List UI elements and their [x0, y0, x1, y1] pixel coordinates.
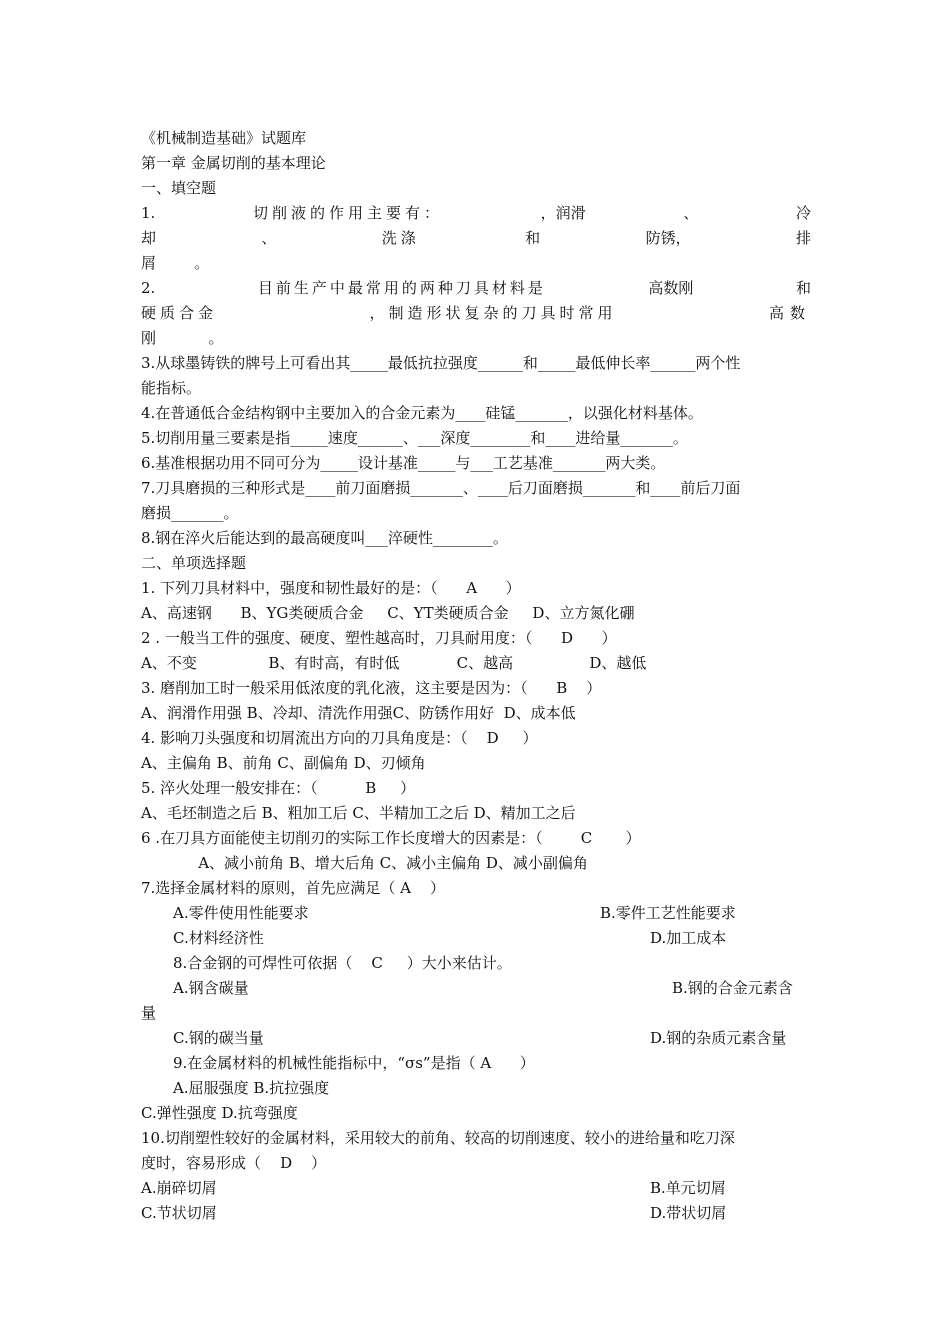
choice-q8-option-b: B.钢的合金元素含 — [672, 979, 793, 997]
choice-q10-option-c: C.节状切屑 — [141, 1204, 217, 1222]
choice-q4-options: A、主偏角 B、前角 C、副偏角 D、刃倾角 — [141, 754, 426, 772]
section-choice-heading: 二、单项选择题 — [141, 554, 247, 572]
choice-q7: 7.选择金属材料的原则，首先应满足（ A ） — [141, 879, 445, 897]
choice-q8-option-c: C.钢的碳当量 — [173, 1029, 264, 1047]
choice-q8-option-b-wrap: 量 — [141, 1004, 157, 1022]
fill-q1-line2: 却 、 洗涤 和 防锈， 排 — [141, 229, 811, 247]
choice-q10-option-a: A.崩碎切屑 — [141, 1179, 217, 1197]
fill-q3-line2: 能指标。 — [141, 379, 202, 397]
choice-q8: 8.合金钢的可焊性可依据（ C ）大小来估计。 — [173, 954, 512, 972]
fill-q4: 4.在普通低合金结构钢中主要加入的合金元素为____硅锰_______，以强化材料基体。 — [141, 404, 703, 422]
section-fill-heading: 一、填空题 — [141, 179, 217, 197]
fill-q6: 6.基准根据功用不同可分为_____设计基准_____与___工艺基准_______两大类。 — [141, 454, 666, 472]
choice-q9-options-ab: A.屈服强度 B.抗拉强度 — [173, 1079, 330, 1097]
choice-q2: 2 . 一般当工件的强度、硬度、塑性越高时，刀具耐用度：（ D ） — [141, 629, 617, 647]
choice-q9: 9.在金属材料的机械性能指标中，“σs”是指（ A ） — [173, 1054, 535, 1072]
fill-q2-line3: 刚 。 — [141, 329, 224, 347]
fill-q7-line1: 7.刀具磨损的三种形式是____前刀面磨损_______、____后刀面磨损_______和____前后刀面 — [141, 479, 741, 497]
choice-q2-options: A、不变 B、有时高，有时低 C、越高 D、越低 — [141, 654, 647, 672]
fill-q1-line1: 1. 切削液的作用主要有： ，润滑 、 冷 — [141, 204, 811, 222]
choice-q6-options: A、减小前角 B、增大后角 C、减小主偏角 D、减小副偏角 — [141, 854, 588, 872]
choice-q1: 1. 下列刀具材料中，强度和韧性最好的是：（ A ） — [141, 579, 521, 597]
choice-q10-option-b: B.单元切屑 — [650, 1179, 726, 1197]
choice-q6: 6 .在刀具方面能使主切削刃的实际工作长度增大的因素是：（ C ） — [141, 829, 641, 847]
fill-q7-line2: 磨损_______。 — [141, 504, 239, 522]
choice-q8-option-d: D.钢的杂质元素含量 — [650, 1029, 787, 1047]
choice-q7-option-a: A.零件使用性能要求 — [173, 904, 309, 922]
choice-q4: 4. 影响刀头强度和切屑流出方向的刀具角度是：（ D ） — [141, 729, 538, 747]
choice-q8-option-a: A.钢含碳量 — [173, 979, 249, 997]
choice-q9-options-cd: C.弹性强度 D.抗弯强度 — [141, 1104, 298, 1122]
chapter-heading: 第一章 金属切削的基本理论 — [141, 154, 326, 172]
choice-q10-option-d: D.带状切屑 — [650, 1204, 727, 1222]
fill-q3-line1: 3.从球墨铸铁的牌号上可看出其_____最低抗拉强度______和_____最低伸长率______两个性 — [141, 354, 741, 372]
fill-q2-line2: 硬质合金 ，制造形状复杂的刀具时常用 高数 — [141, 304, 811, 322]
fill-q2-line1: 2. 目前生产中最常用的两种刀具材料是 高数刚 和 — [141, 279, 811, 297]
choice-q7-option-b: B.零件工艺性能要求 — [600, 904, 736, 922]
choice-q10-line2: 度时，容易形成（ D ） — [141, 1154, 327, 1172]
document-title: 《机械制造基础》试题库 — [141, 129, 307, 147]
choice-q5-options: A、毛坯制造之后 B、粗加工后 C、半精加工之后 D、精加工之后 — [141, 804, 576, 822]
choice-q1-options: A、高速钢 B、YG类硬质合金 C、YT类硬质合金 D、立方氮化硼 — [141, 604, 635, 622]
fill-q1-line3: 屑 。 — [141, 254, 210, 272]
choice-q10-line1: 10.切削塑性较好的金属材料，采用较大的前角、较高的切削速度、较小的进给量和吃刀深 — [141, 1129, 735, 1147]
choice-q5: 5. 淬火处理一般安排在：（ B ） — [141, 779, 416, 797]
fill-q8: 8.钢在淬火后能达到的最高硬度叫___淬硬性________。 — [141, 529, 508, 547]
choice-q7-option-c: C.材料经济性 — [173, 929, 264, 947]
choice-q7-option-d: D.加工成本 — [650, 929, 727, 947]
choice-q3: 3. 磨削加工时一般采用低浓度的乳化液，这主要是因为：（ B ） — [141, 679, 602, 697]
choice-q3-options: A、润滑作用强 B、冷却、清洗作用强C、防锈作用好 D、成本低 — [141, 704, 576, 722]
fill-q5: 5.切削用量三要素是指_____速度______、___深度________和____进给量_______。 — [141, 429, 688, 447]
